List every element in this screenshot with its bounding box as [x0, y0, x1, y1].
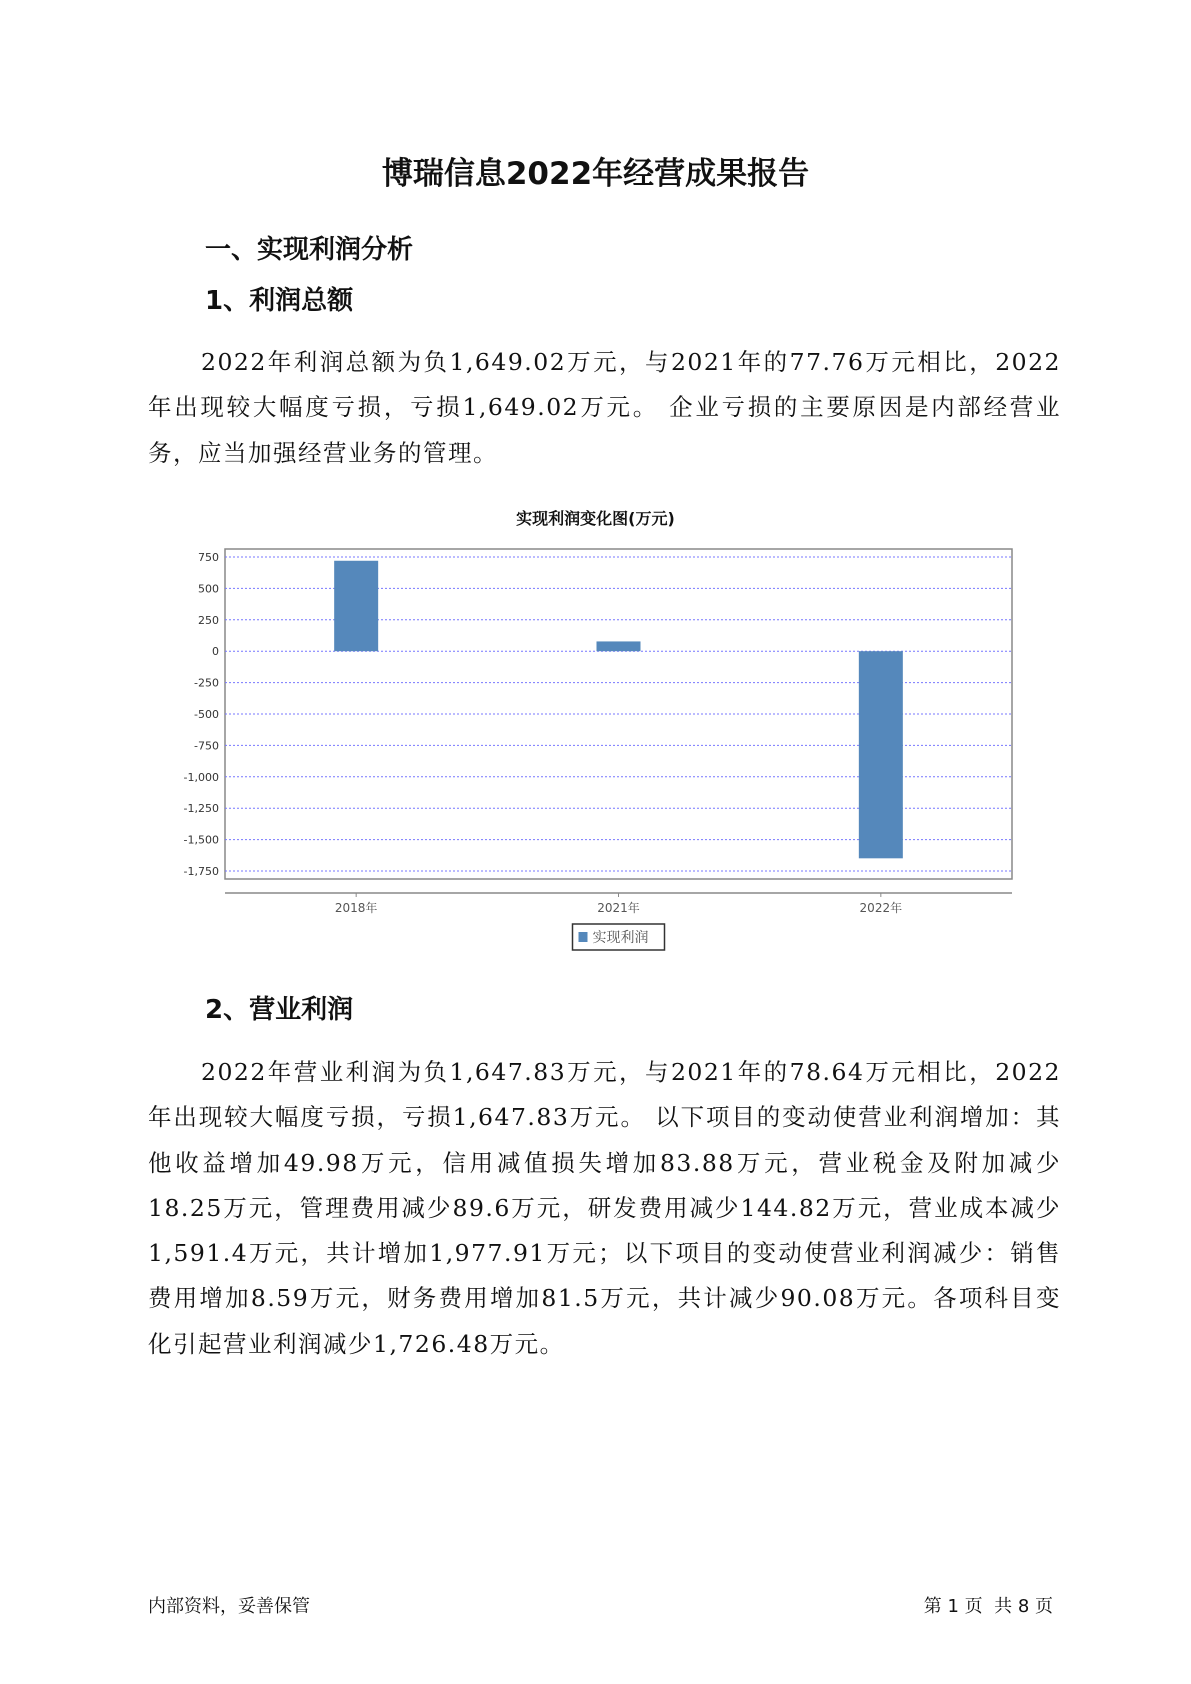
x-tick-label: 2021年 — [597, 901, 640, 915]
bar — [334, 561, 378, 651]
page-title: 博瑞信息2022年经营成果报告 — [381, 156, 810, 192]
y-tick-label: 250 — [198, 613, 219, 627]
bar-chart — [150, 540, 1050, 960]
y-tick-label: -1,500 — [183, 833, 219, 847]
y-tick-label: 0 — [212, 645, 219, 659]
section-heading: 一、实现利润分析 — [205, 235, 414, 265]
y-tick-label: -1,000 — [183, 770, 219, 784]
paragraph: 2022年营业利润为负1,647.83万元，与2021年的78.64万元相比，2022年出现较大幅度亏损，亏损1,647.83万元。 以下项目的变动使营业利润增加：其他收益增加49.98万元，信用减值损失增加83.88万元，营业税金及附加减少18.25万元，管理费用减少89.6万元，研发费用减少144.82万元，营业成本减少1,591.4万元，共计增加1,977.91万元；以下项目的变动使营业利润减少：销售费用增加8.59万元，财务费用增加81.5万元，共计减少90.08万元。各项科目变化引起营业利润减少1,726.48万元。 — [148, 1058, 1061, 1358]
legend-swatch — [579, 932, 588, 942]
footer-note: 内部资料，妥善保管 — [148, 1596, 310, 1617]
y-tick-label: -1,750 — [183, 865, 219, 878]
y-tick-label: 750 — [198, 551, 219, 564]
y-tick-label: 500 — [198, 582, 219, 596]
chart-title: 实现利润变化图(万元) — [516, 509, 675, 528]
y-tick-label: -750 — [194, 739, 219, 753]
bar — [859, 651, 903, 858]
subsection-heading: 1、利润总额 — [205, 286, 354, 316]
x-tick-label: 2018年 — [334, 901, 378, 915]
y-tick-label: -500 — [194, 708, 219, 721]
y-tick-label: -250 — [194, 676, 219, 690]
y-tick-label: -1,250 — [183, 802, 219, 816]
paragraph: 2022年利润总额为负1,649.02万元，与2021年的77.76万元相比，2022年出现较大幅度亏损，亏损1,649.02万元。 企业亏损的主要原因是内部经营业务，应当加强经营业务的管理。 — [148, 348, 1061, 467]
bar — [597, 641, 641, 651]
x-tick-label: 2022年 — [859, 901, 903, 915]
subsection-heading: 2、营业利润 — [205, 995, 354, 1025]
page-number: 第 1 页 共 8 页 — [923, 1596, 1053, 1617]
legend-label: 实现利润 — [592, 930, 649, 946]
